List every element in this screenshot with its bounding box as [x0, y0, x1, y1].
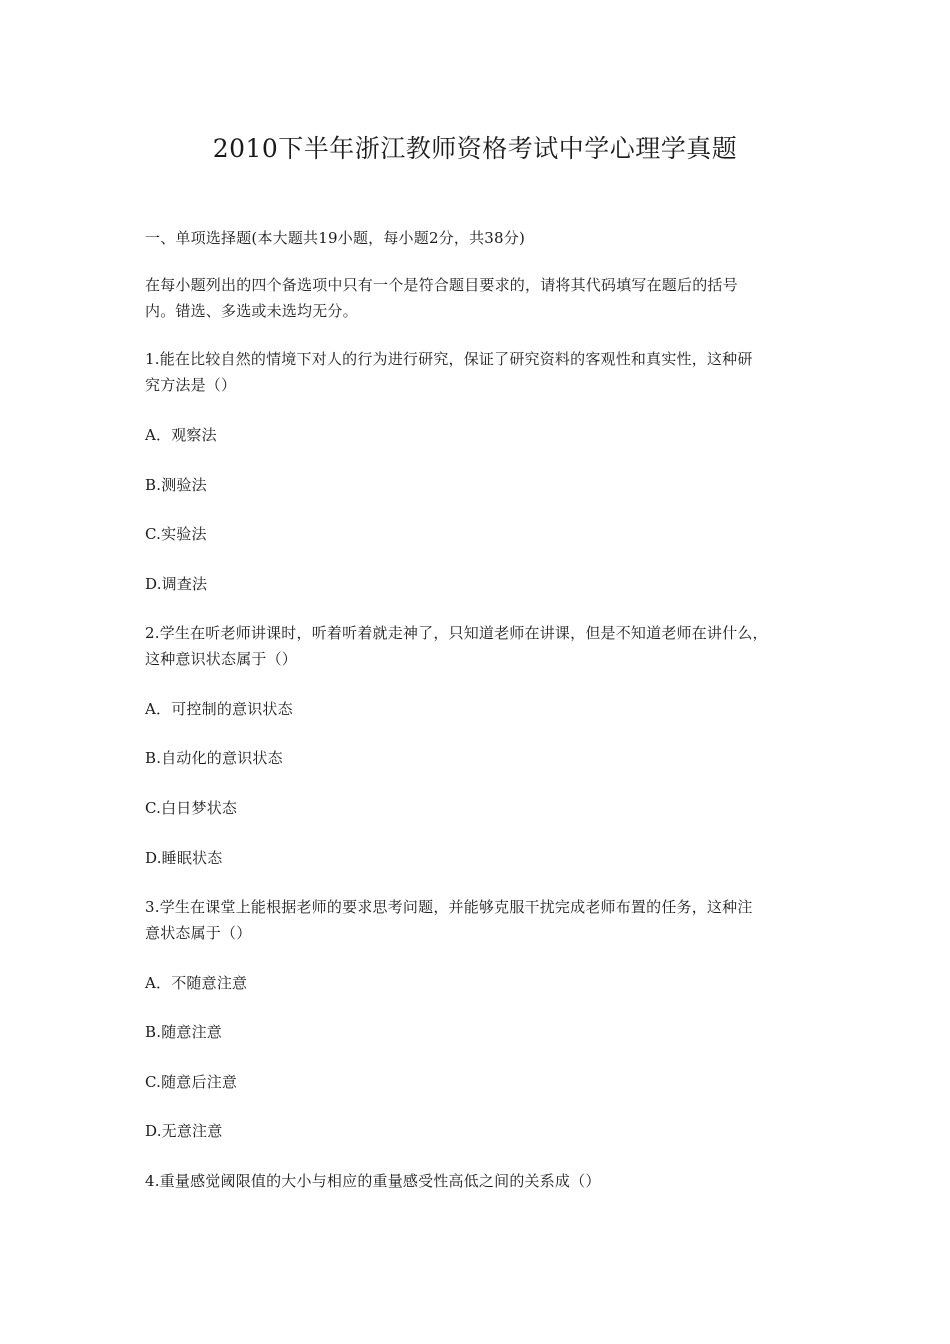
- question-3-option-c: C.随意后注意: [145, 1073, 238, 1091]
- question-2-option-c: C.白日梦状态: [145, 799, 238, 817]
- question-3-option-a: A．不随意注意: [145, 974, 248, 992]
- question-1-option-b: B.测验法: [145, 476, 207, 494]
- question-4-stem-line-1: 4.重量感觉阈限值的大小与相应的重量感受性高低之间的关系成（）: [145, 1172, 601, 1190]
- question-2-stem-line-2: 这种意识状态属于（）: [145, 650, 298, 668]
- question-2-option-b: B.自动化的意识状态: [145, 749, 283, 767]
- question-3-stem-line-2: 意状态属于（）: [145, 924, 252, 942]
- question-2-stem-line-1: 2.学生在听老师讲课时，听着听着就走神了，只知道老师在讲课，但是不知道老师在讲什么，: [145, 624, 768, 642]
- question-3-option-d: D.无意注意: [145, 1122, 223, 1140]
- instructions-line-2: 内。错选、多选或未选均无分。: [145, 302, 358, 320]
- question-3-option-b: B.随意注意: [145, 1023, 222, 1041]
- question-2-option-d: D.睡眠状态: [145, 849, 223, 867]
- question-1-stem-line-2: 究方法是（）: [145, 376, 237, 394]
- question-1-option-d: D.调查法: [145, 575, 208, 593]
- question-1-stem-line-1: 1.能在比较自然的情境下对人的行为进行研究，保证了研究资料的客观性和真实性，这种研: [145, 350, 753, 368]
- question-1-option-c: C.实验法: [145, 525, 207, 543]
- question-3-stem-line-1: 3.学生在课堂上能根据老师的要求思考问题，并能够克服干扰完成老师布置的任务，这种注: [145, 898, 753, 916]
- document-title: 2010下半年浙江教师资格考试中学心理学真题: [212, 134, 738, 163]
- question-2-option-a: A．可控制的意识状态: [145, 700, 293, 718]
- instructions-line-1: 在每小题列出的四个备选项中只有一个是符合题目要求的，请将其代码填写在题后的括号: [145, 276, 738, 294]
- section-heading: 一、单项选择题(本大题共19小题，每小题2分，共38分): [145, 229, 526, 247]
- question-1-option-a: A．观察法: [145, 426, 217, 444]
